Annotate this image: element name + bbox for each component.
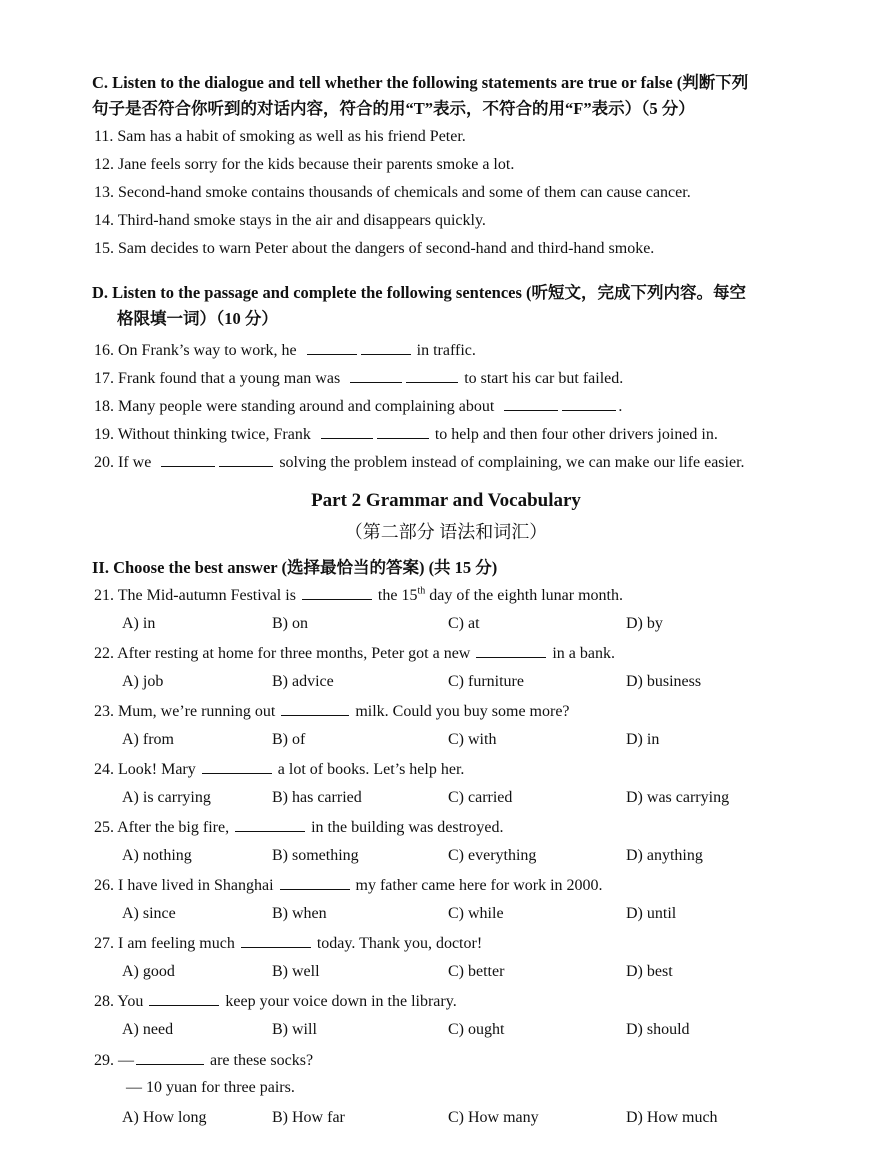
question-21 (94, 585, 623, 605)
question-text: solving the problem instead of complaining, we can make our life easier. (279, 454, 745, 471)
question-15: 15. Sam decides to warn Peter about the dangers of second-hand and third-hand smoke. (94, 240, 655, 257)
question-27-options (122, 963, 822, 985)
option-c[interactable]: C) furniture (448, 673, 524, 690)
question-text: my father came here for work in 2000. (355, 877, 603, 894)
question-25 (94, 817, 504, 837)
answer-blank[interactable] (321, 424, 373, 439)
question-text: to start his car but failed. (464, 370, 624, 387)
part2-subtitle: （第二部分 语法和词汇） (344, 522, 548, 542)
question-21-options (122, 615, 822, 637)
option-d[interactable]: D) until (626, 905, 677, 922)
question-27 (94, 933, 482, 953)
answer-blank[interactable] (476, 643, 546, 658)
question-23-options (122, 731, 822, 753)
question-23 (94, 701, 570, 721)
question-24-options (122, 789, 822, 811)
question-25-options (122, 847, 822, 869)
answer-blank[interactable] (377, 424, 429, 439)
question-text: are these socks? (210, 1052, 314, 1069)
question-26-options (122, 905, 822, 927)
option-c[interactable]: C) better (448, 963, 505, 980)
option-b[interactable]: B) on (272, 615, 308, 632)
answer-blank[interactable] (281, 701, 349, 716)
question-19 (94, 424, 718, 444)
question-text: 23. Mum, we’re running out (94, 703, 276, 720)
option-b[interactable]: B) well (272, 963, 320, 980)
option-b[interactable]: B) something (272, 847, 359, 864)
question-text: . (618, 398, 623, 415)
section-d-heading-line1: D. Listen to the passage and complete the following sentences (听短文，完成下列内容。每空 (92, 283, 747, 302)
question-11: 11. Sam has a habit of smoking as well as his friend Peter. (94, 128, 466, 145)
question-text: 29. — (94, 1052, 134, 1069)
answer-blank[interactable] (302, 585, 372, 600)
question-text: 26. I have lived in Shanghai (94, 877, 274, 894)
section-c-heading (92, 70, 852, 122)
option-a[interactable]: A) is carrying (122, 789, 211, 806)
answer-blank[interactable] (235, 817, 305, 832)
question-text: 28. You (94, 993, 144, 1010)
part2-title: Part 2 Grammar and Vocabulary (311, 490, 581, 511)
option-b[interactable]: B) of (272, 731, 306, 748)
question-18 (94, 396, 622, 416)
option-d[interactable]: D) by (626, 615, 663, 632)
option-c[interactable]: C) while (448, 905, 504, 922)
question-26 (94, 875, 603, 895)
question-12: 12. Jane feels sorry for the kids because their parents smoke a lot. (94, 156, 515, 173)
question-text: 24. Look! Mary (94, 761, 196, 778)
option-b[interactable]: B) when (272, 905, 327, 922)
question-text: 21. The Mid-autumn Festival is (94, 587, 296, 604)
question-text: in the building was destroyed. (311, 819, 504, 836)
answer-blank[interactable] (241, 933, 311, 948)
option-a[interactable]: A) since (122, 905, 176, 922)
answer-blank[interactable] (350, 368, 402, 383)
option-a[interactable]: A) from (122, 731, 174, 748)
section-c-heading-line2: 句子是否符合你听到的对话内容，符合的用“T”表示，不符合的用“F”表示）（5 分） (92, 99, 695, 118)
option-c[interactable]: C) How many (448, 1109, 539, 1126)
answer-blank[interactable] (149, 991, 219, 1006)
question-20 (94, 452, 745, 472)
answer-blank[interactable] (202, 759, 272, 774)
answer-blank[interactable] (562, 396, 616, 411)
option-a[interactable]: A) good (122, 963, 175, 980)
option-b[interactable]: B) advice (272, 673, 334, 690)
question-text: 20. If we (94, 454, 152, 471)
section-d-heading-line2: 格限填一词）（10 分） (117, 309, 278, 328)
option-c[interactable]: C) at (448, 615, 480, 632)
question-text: 25. After the big fire, (94, 819, 230, 836)
option-a[interactable]: A) in (122, 615, 156, 632)
option-b[interactable]: B) will (272, 1021, 317, 1038)
question-text: milk. Could you buy some more? (355, 703, 570, 720)
option-a[interactable]: A) job (122, 673, 164, 690)
answer-blank[interactable] (307, 340, 357, 355)
question-text: 18. Many people were standing around and complaining about (94, 398, 495, 415)
option-b[interactable]: B) How far (272, 1109, 345, 1126)
question-text: day of the eighth lunar month. (425, 587, 623, 604)
section-d-heading (92, 280, 852, 332)
option-d[interactable]: D) business (626, 673, 702, 690)
ordinal-superscript: th (417, 585, 426, 597)
question-16 (94, 340, 476, 360)
answer-blank[interactable] (361, 340, 411, 355)
option-c[interactable]: C) ought (448, 1021, 505, 1038)
answer-blank[interactable] (280, 875, 350, 890)
question-24 (94, 759, 464, 779)
option-d[interactable]: D) should (626, 1021, 690, 1038)
answer-blank[interactable] (504, 396, 558, 411)
answer-blank[interactable] (161, 452, 215, 467)
option-a[interactable]: A) How long (122, 1109, 207, 1126)
option-a[interactable]: A) need (122, 1021, 174, 1038)
question-text: 16. On Frank’s way to work, he (94, 342, 297, 359)
option-c[interactable]: C) everything (448, 847, 537, 864)
question-text: 17. Frank found that a young man was (94, 370, 341, 387)
question-13: 13. Second-hand smoke contains thousands of chemicals and some of them can cause cancer. (94, 184, 691, 201)
question-29-options (122, 1109, 822, 1131)
question-text: keep your voice down in the library. (225, 993, 457, 1010)
question-14: 14. Third-hand smoke stays in the air and disappears quickly. (94, 212, 486, 229)
option-b[interactable]: B) has carried (272, 789, 362, 806)
question-text: 22. After resting at home for three months, Peter got a new (94, 645, 471, 662)
option-c[interactable]: C) with (448, 731, 497, 748)
question-29 (94, 1050, 313, 1070)
option-d[interactable]: D) was carrying (626, 789, 730, 806)
option-d[interactable]: D) How much (626, 1109, 718, 1126)
option-c[interactable]: C) carried (448, 789, 513, 806)
question-text: in a bank. (552, 645, 615, 662)
option-d[interactable]: D) best (626, 963, 673, 980)
question-22-options (122, 673, 822, 695)
answer-blank[interactable] (219, 452, 273, 467)
answer-blank[interactable] (136, 1050, 204, 1065)
question-text: a lot of books. Let’s help her. (277, 761, 465, 778)
question-28-options (122, 1021, 822, 1043)
question-17 (94, 368, 623, 388)
question-29-reply: — 10 yuan for three pairs. (126, 1079, 295, 1096)
option-d[interactable]: D) anything (626, 847, 703, 864)
question-text: the 15 (377, 587, 418, 604)
question-28 (94, 991, 457, 1011)
option-a[interactable]: A) nothing (122, 847, 192, 864)
question-text: today. Thank you, doctor! (316, 935, 483, 952)
question-text: to help and then four other drivers joined in. (434, 426, 718, 443)
answer-blank[interactable] (406, 368, 458, 383)
question-text: in traffic. (416, 342, 476, 359)
section-c-heading-line1: C. Listen to the dialogue and tell whether the following statements are true or false (判断下列 (92, 73, 749, 92)
option-d[interactable]: D) in (626, 731, 660, 748)
question-text: 27. I am feeling much (94, 935, 235, 952)
question-22 (94, 643, 615, 663)
section-ii-heading: II. Choose the best answer (选择最恰当的答案) (共 15 分) (92, 558, 498, 577)
question-text: 19. Without thinking twice, Frank (94, 426, 311, 443)
